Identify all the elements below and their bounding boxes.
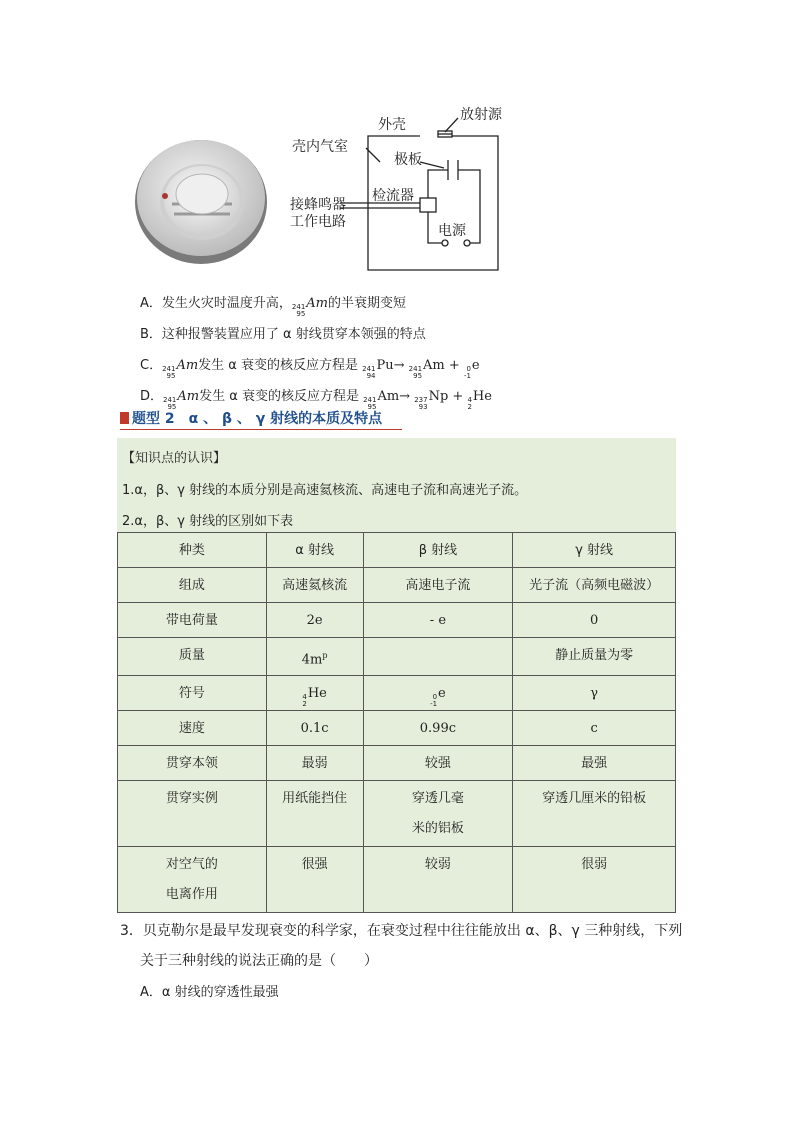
table-cell: 较强: [363, 746, 513, 781]
header-cell: β 射线: [363, 533, 513, 568]
question-line-2: 关于三种射线的说法正确的是（ ）: [140, 953, 378, 969]
knowledge-line-2: 2.α，β、γ 射线的区别如下表: [122, 514, 294, 529]
table-cell: 组成: [118, 568, 267, 603]
label-buzzer-2: 工作电路: [290, 214, 346, 230]
table-cell: - e: [363, 603, 513, 638]
table-cell: 带电荷量: [118, 603, 267, 638]
table-cell: 较弱: [363, 847, 513, 913]
table-cell: 符号: [118, 676, 267, 711]
table-cell: 0: [513, 603, 676, 638]
label-source: 放射源: [460, 107, 502, 123]
table-cell: 贯穿本领: [118, 746, 267, 781]
section-heading: [120, 408, 402, 430]
label-buzzer-1: 接蜂鸣器: [290, 197, 346, 213]
label-power: 电源: [438, 223, 466, 239]
table-cell: c: [513, 711, 676, 746]
question-line-1: 3．贝克勒尔是最早发现衰变的科学家，在衰变过程中往往能放出 α、β、γ 三种射线，下列: [120, 923, 683, 939]
table-cell: 0.99c: [363, 711, 513, 746]
table-cell: 速度: [118, 711, 267, 746]
label-shell: 外壳: [378, 117, 406, 133]
table-cell: 2e: [266, 603, 363, 638]
table-row: [118, 638, 676, 676]
table-cell: 高速氦核流: [266, 568, 363, 603]
table-cell: 很强: [266, 847, 363, 913]
smoke-detector-photo: [132, 130, 270, 268]
table-cell: 贯穿实例: [118, 781, 267, 847]
rays-comparison-table: [117, 532, 676, 913]
label-detector: 检流器: [372, 188, 414, 204]
question-option-a: A．α 射线的穿透性最强: [140, 985, 279, 1000]
table-cell: γ: [513, 676, 676, 711]
option-c: C． 241 95 Am发生 α 衰变的核反应方程是 241 94 Pu→ 241 95 Am + 0 -1 e: [140, 358, 480, 380]
table-cell: 高速电子流: [363, 568, 513, 603]
knowledge-heading: 【知识点的认识】: [122, 451, 227, 466]
table-row: [118, 603, 676, 638]
table-cell: 静止质量为零: [513, 638, 676, 676]
table-cell: 对空气的 电离作用: [118, 847, 267, 913]
table-row: [118, 746, 676, 781]
table-cell: 质量: [118, 638, 267, 676]
table-cell: $4m^p$: [266, 638, 363, 676]
heading-marker: [120, 412, 129, 424]
table-cell: 0.1c: [266, 711, 363, 746]
option-a: A．发生火灾时温度升高， 241 95 Am的半衰期变短: [140, 296, 407, 318]
table-row: [118, 676, 676, 711]
table-cell: 最弱: [266, 746, 363, 781]
table-cell: 最强: [513, 746, 676, 781]
option-b: B．这种报警装置应用了 α 射线贯穿本领强的特点: [140, 327, 426, 342]
knowledge-line-1: 1.α，β、γ 射线的本质分别是高速氦核流、高速电子流和高速光子流。: [122, 483, 528, 498]
table-cell: 穿透几毫 米的铝板: [363, 781, 513, 847]
table-cell: 穿透几厘米的铅板: [513, 781, 676, 847]
table-row: [118, 847, 676, 913]
table-row: [118, 711, 676, 746]
label-chamber: 壳内气室: [292, 139, 348, 155]
header-cell: γ 射线: [513, 533, 676, 568]
option-d: D． 241 95 Am发生 α 衰变的核反应方程是 241 95 Am→ 237 93 Np + 4 2 He: [140, 389, 492, 411]
section-title: 题型 2 α 、 β 、 γ 射线的本质及特点: [132, 411, 383, 427]
table-cell: 0 -1 e: [363, 676, 513, 711]
header-cell: 种类: [118, 533, 267, 568]
table-cell: 光子流（高频电磁波）: [513, 568, 676, 603]
table-header-row: [118, 533, 676, 568]
header-cell: α 射线: [266, 533, 363, 568]
table-cell: [363, 638, 513, 676]
table-row: [118, 568, 676, 603]
table-cell: 很弱: [513, 847, 676, 913]
table-cell: 4 2 He: [266, 676, 363, 711]
knowledge-box: [117, 438, 676, 532]
table-cell: 用纸能挡住: [266, 781, 363, 847]
table-row: [118, 781, 676, 847]
label-plate: 极板: [394, 152, 422, 168]
